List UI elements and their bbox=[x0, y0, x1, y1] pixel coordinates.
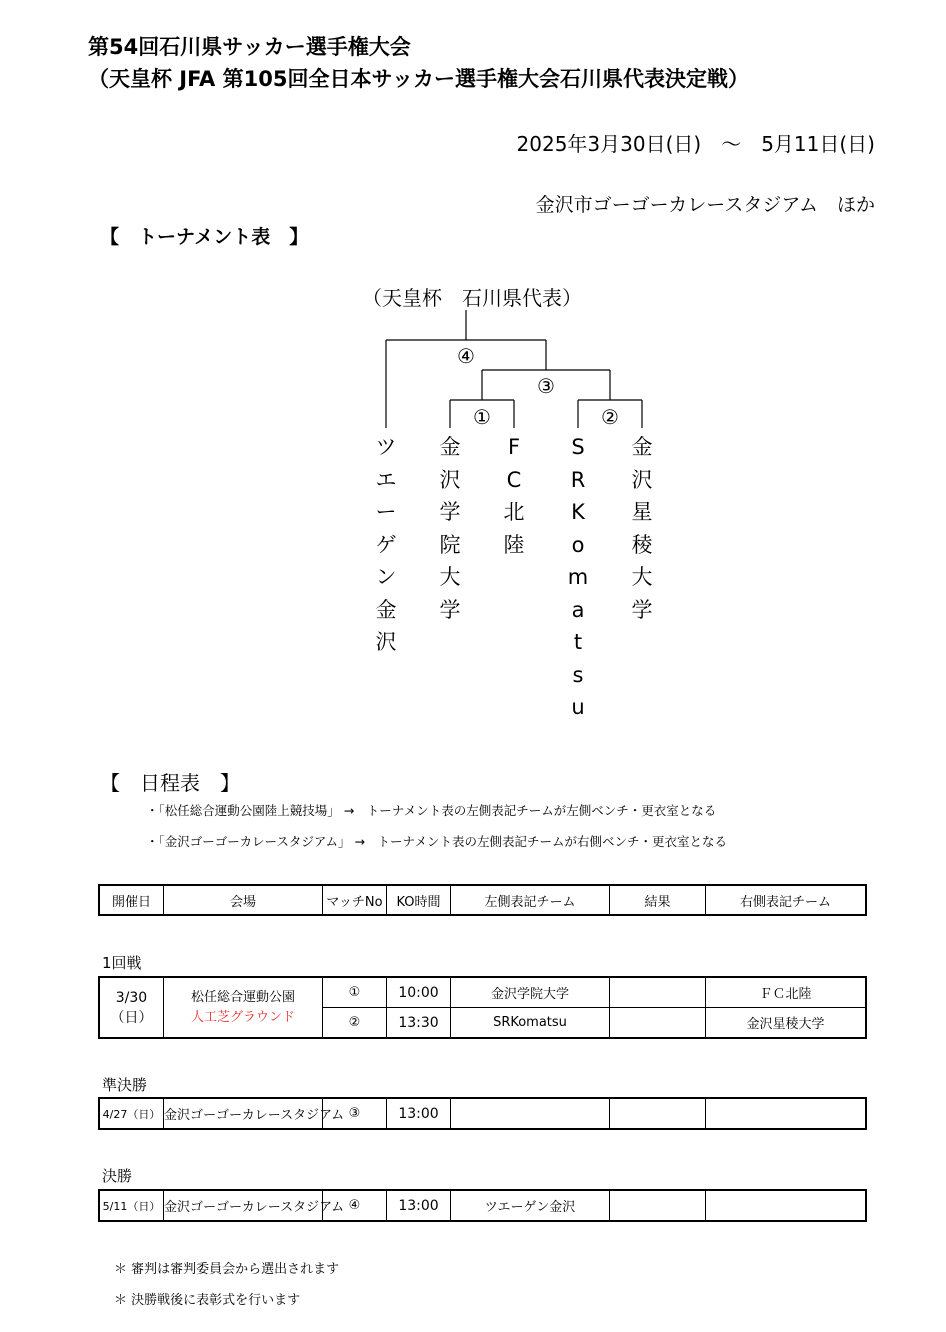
table-cell-match-no: ③ bbox=[323, 1099, 387, 1129]
note-matto: ・「松任総合運動公園陸上競技場」 → トーナメント表の左側表記チームが左側ベンチ・更衣室となる bbox=[146, 803, 717, 818]
bracket-winner-label: （天皇杯 石川県代表） bbox=[362, 286, 582, 310]
round1-date: 3/30 （日） bbox=[100, 978, 164, 1038]
bracket-match-2: ② bbox=[601, 405, 619, 429]
tournament-heading: 【 トーナメント表 】 bbox=[100, 226, 309, 248]
bracket-match-3: ③ bbox=[537, 374, 555, 398]
semi-table bbox=[99, 1098, 866, 1129]
bracket-team-fc-hokuriku: F C 北 陸 bbox=[503, 435, 525, 557]
table-cell-match-no: ① bbox=[323, 978, 387, 1008]
final-table bbox=[99, 1190, 866, 1221]
table-cell-result bbox=[610, 1191, 706, 1221]
table-cell-left-team: SRKomatsu bbox=[451, 1008, 610, 1038]
table-cell-right-team bbox=[706, 1191, 866, 1221]
event-venue: 金沢市ゴーゴーカレースタジアム ほか bbox=[535, 194, 875, 216]
schedule-header-table bbox=[99, 885, 866, 915]
table-cell-left-team: ツエーゲン金沢 bbox=[451, 1191, 610, 1221]
header-ko-time: KO時間 bbox=[387, 886, 451, 915]
bracket-match-1: ① bbox=[473, 405, 491, 429]
title-line1: 第54回石川県サッカー選手権大会 bbox=[88, 35, 411, 59]
bracket-team-srkomatsu: S R K o m a t s u bbox=[567, 435, 589, 719]
event-dates: 2025年3月30日(日) ～ 5月11日(日) bbox=[516, 132, 875, 156]
footnote-ceremony: ＊ 決勝戦後に表彰式を行います bbox=[114, 1293, 301, 1308]
header-left-team: 左側表記チーム bbox=[451, 886, 610, 915]
final-venue: 金沢ゴーゴーカレースタジアム bbox=[164, 1191, 323, 1221]
round1-venue: 松任総合運動公園 人工芝グラウンド bbox=[164, 978, 323, 1038]
table-cell-left-team bbox=[451, 1099, 610, 1129]
title-line2: （天皇杯 JFA 第105回全日本サッカー選手権大会石川県代表決定戦） bbox=[88, 67, 750, 91]
bracket-team-zweigen: ツ エ ー ゲ ン 金 沢 bbox=[375, 435, 397, 654]
table-cell-match-no: ④ bbox=[323, 1191, 387, 1221]
table-cell-time: 13:00 bbox=[387, 1099, 451, 1129]
note-gogocurry: ・「金沢ゴーゴーカレースタジアム」 → トーナメント表の左側表記チームが右側ベンチ・更衣室となる bbox=[146, 834, 727, 849]
header-match-no: マッチNo bbox=[323, 886, 387, 915]
table-cell-right-team: 金沢星稜大学 bbox=[706, 1008, 866, 1038]
table-cell-result bbox=[610, 978, 706, 1008]
semi-label: 準決勝 bbox=[102, 1076, 148, 1094]
table-cell-result bbox=[610, 1008, 706, 1038]
table-cell-result bbox=[610, 1099, 706, 1129]
bracket-team-kanazawa-seiryo: 金 沢 星 稜 大 学 bbox=[631, 435, 653, 622]
table-cell-left-team: 金沢学院大学 bbox=[451, 978, 610, 1008]
semi-venue: 金沢ゴーゴーカレースタジアム bbox=[164, 1099, 323, 1129]
round1-label: 1回戦 bbox=[102, 954, 142, 972]
table-cell-time: 13:30 bbox=[387, 1008, 451, 1038]
table-cell-right-team bbox=[706, 1099, 866, 1129]
final-label: 決勝 bbox=[102, 1167, 133, 1185]
table-cell-match-no: ② bbox=[323, 1008, 387, 1038]
table-cell-time: 10:00 bbox=[387, 978, 451, 1008]
bracket-team-kanazawa-gakuin: 金 沢 学 院 大 学 bbox=[439, 435, 461, 622]
header-result: 結果 bbox=[610, 886, 706, 915]
semi-date: 4/27（日） bbox=[100, 1099, 164, 1129]
table-cell-right-team: ＦＣ北陸 bbox=[706, 978, 866, 1008]
table-cell-time: 13:00 bbox=[387, 1191, 451, 1221]
final-date: 5/11（日） bbox=[100, 1191, 164, 1221]
schedule-heading: 【 日程表 】 bbox=[100, 771, 240, 795]
header-date: 開催日 bbox=[100, 886, 164, 915]
header-right-team: 右側表記チーム bbox=[706, 886, 866, 915]
header-venue: 会場 bbox=[164, 886, 323, 915]
footnote-referee: ＊ 審判は審判委員会から選出されます bbox=[114, 1262, 340, 1277]
round1-table bbox=[99, 977, 866, 1038]
bracket-match-4: ④ bbox=[457, 344, 475, 368]
